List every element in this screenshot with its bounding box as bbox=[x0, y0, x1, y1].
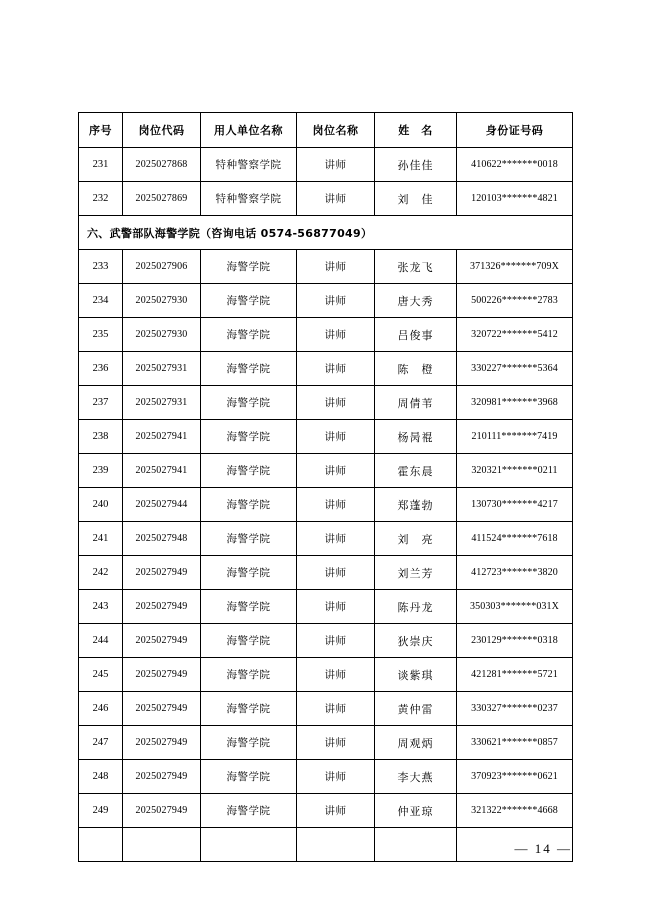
cell-seq: 248 bbox=[79, 760, 123, 794]
cell-post-code: 2025027949 bbox=[123, 624, 201, 658]
cell-name: 陈丹龙 bbox=[375, 590, 457, 624]
cell-employer: 海警学院 bbox=[201, 760, 297, 794]
table-row bbox=[79, 284, 573, 318]
cell-employer: 海警学院 bbox=[201, 250, 297, 284]
cell-name: 刘 亮 bbox=[375, 522, 457, 556]
cell-post-name: 讲师 bbox=[297, 692, 375, 726]
cell-post-name: 讲师 bbox=[297, 658, 375, 692]
cell-post-code: 2025027949 bbox=[123, 556, 201, 590]
cell-post-code: 2025027949 bbox=[123, 658, 201, 692]
cell-id-number: 370923*******0621 bbox=[457, 760, 573, 794]
cell-name: 郑蓬勃 bbox=[375, 488, 457, 522]
cell-name: 唐大秀 bbox=[375, 284, 457, 318]
page-number: — 14 — bbox=[514, 841, 572, 856]
column-header-post-code: 岗位代码 bbox=[123, 113, 201, 148]
cell-employer: 海警学院 bbox=[201, 590, 297, 624]
table-row bbox=[79, 488, 573, 522]
cell-seq: 245 bbox=[79, 658, 123, 692]
cell-post-code: 2025027930 bbox=[123, 318, 201, 352]
table-row bbox=[79, 318, 573, 352]
table-header bbox=[79, 113, 573, 148]
table-row bbox=[79, 386, 573, 420]
table-row bbox=[79, 658, 573, 692]
table-row bbox=[79, 522, 573, 556]
column-header-id-number: 身份证号码 bbox=[457, 113, 573, 148]
cell-seq: 240 bbox=[79, 488, 123, 522]
table-row bbox=[79, 760, 573, 794]
table-row bbox=[79, 828, 573, 862]
cell-post-code: 2025027941 bbox=[123, 454, 201, 488]
cell-id-number: 230129*******0318 bbox=[457, 624, 573, 658]
cell-seq: 235 bbox=[79, 318, 123, 352]
cell-seq: 241 bbox=[79, 522, 123, 556]
cell-name: 孙佳佳 bbox=[375, 148, 457, 182]
cell-post-name: 讲师 bbox=[297, 318, 375, 352]
cell-seq: 233 bbox=[79, 250, 123, 284]
column-header-post-name: 岗位名称 bbox=[297, 113, 375, 148]
table-row bbox=[79, 182, 573, 216]
cell-post-code: 2025027948 bbox=[123, 522, 201, 556]
cell-employer: 海警学院 bbox=[201, 488, 297, 522]
cell-id-number: 210111*******7419 bbox=[457, 420, 573, 454]
candidate-list-table bbox=[78, 112, 573, 862]
cell-employer: 海警学院 bbox=[201, 522, 297, 556]
cell-employer bbox=[201, 828, 297, 862]
cell-post-name: 讲师 bbox=[297, 726, 375, 760]
table-row bbox=[79, 794, 573, 828]
cell-post-name: 讲师 bbox=[297, 148, 375, 182]
cell-employer: 特种警察学院 bbox=[201, 182, 297, 216]
table-row bbox=[79, 454, 573, 488]
cell-post-name: 讲师 bbox=[297, 590, 375, 624]
cell-post-code: 2025027949 bbox=[123, 726, 201, 760]
cell-id-number: 120103*******4821 bbox=[457, 182, 573, 216]
cell-post-code: 2025027949 bbox=[123, 692, 201, 726]
table-row bbox=[79, 624, 573, 658]
cell-post-name bbox=[297, 828, 375, 862]
table-row bbox=[79, 352, 573, 386]
cell-name: 狄崇庆 bbox=[375, 624, 457, 658]
cell-employer: 海警学院 bbox=[201, 624, 297, 658]
cell-post-name: 讲师 bbox=[297, 522, 375, 556]
cell-post-name: 讲师 bbox=[297, 420, 375, 454]
section-heading: 六、武警部队海警学院（咨询电话 0574-56877049） bbox=[79, 216, 573, 250]
cell-seq: 243 bbox=[79, 590, 123, 624]
cell-name: 刘 佳 bbox=[375, 182, 457, 216]
cell-seq: 236 bbox=[79, 352, 123, 386]
cell-post-code: 2025027949 bbox=[123, 760, 201, 794]
cell-post-code: 2025027868 bbox=[123, 148, 201, 182]
cell-post-name: 讲师 bbox=[297, 352, 375, 386]
cell-post-name: 讲师 bbox=[297, 794, 375, 828]
cell-id-number: 411524*******7618 bbox=[457, 522, 573, 556]
cell-post-code: 2025027944 bbox=[123, 488, 201, 522]
cell-employer: 海警学院 bbox=[201, 352, 297, 386]
cell-seq: 231 bbox=[79, 148, 123, 182]
cell-name: 黄仲雷 bbox=[375, 692, 457, 726]
cell-name: 李大燕 bbox=[375, 760, 457, 794]
cell-post-name: 讲师 bbox=[297, 250, 375, 284]
cell-employer: 海警学院 bbox=[201, 318, 297, 352]
table-section-row bbox=[79, 216, 573, 250]
cell-id-number: 330227*******5364 bbox=[457, 352, 573, 386]
cell-post-name: 讲师 bbox=[297, 624, 375, 658]
cell-post-code: 2025027869 bbox=[123, 182, 201, 216]
cell-employer: 特种警察学院 bbox=[201, 148, 297, 182]
cell-id-number: 410622*******0018 bbox=[457, 148, 573, 182]
cell-id-number: 330621*******0857 bbox=[457, 726, 573, 760]
cell-post-name: 讲师 bbox=[297, 284, 375, 318]
cell-id-number: 350303*******031X bbox=[457, 590, 573, 624]
cell-seq: 247 bbox=[79, 726, 123, 760]
cell-name: 周倩苇 bbox=[375, 386, 457, 420]
cell-post-code: 2025027949 bbox=[123, 794, 201, 828]
table-row bbox=[79, 148, 573, 182]
cell-id-number: 330327*******0237 bbox=[457, 692, 573, 726]
table-row bbox=[79, 726, 573, 760]
cell-post-code: 2025027906 bbox=[123, 250, 201, 284]
cell-name: 张龙飞 bbox=[375, 250, 457, 284]
table-row bbox=[79, 420, 573, 454]
cell-seq: 232 bbox=[79, 182, 123, 216]
table-row bbox=[79, 590, 573, 624]
cell-seq: 237 bbox=[79, 386, 123, 420]
cell-seq: 239 bbox=[79, 454, 123, 488]
cell-id-number: 412723*******3820 bbox=[457, 556, 573, 590]
cell-name: 霍东晨 bbox=[375, 454, 457, 488]
cell-id-number: 130730*******4217 bbox=[457, 488, 573, 522]
cell-employer: 海警学院 bbox=[201, 454, 297, 488]
cell-id-number: 320722*******5412 bbox=[457, 318, 573, 352]
cell-employer: 海警学院 bbox=[201, 794, 297, 828]
cell-employer: 海警学院 bbox=[201, 692, 297, 726]
cell-post-name: 讲师 bbox=[297, 760, 375, 794]
cell-name bbox=[375, 828, 457, 862]
cell-post-name: 讲师 bbox=[297, 454, 375, 488]
cell-name: 周观炳 bbox=[375, 726, 457, 760]
cell-seq bbox=[79, 828, 123, 862]
cell-post-code: 2025027949 bbox=[123, 590, 201, 624]
cell-employer: 海警学院 bbox=[201, 420, 297, 454]
cell-post-code: 2025027931 bbox=[123, 352, 201, 386]
cell-post-code: 2025027931 bbox=[123, 386, 201, 420]
cell-employer: 海警学院 bbox=[201, 386, 297, 420]
table-row bbox=[79, 250, 573, 284]
cell-id-number: 321322*******4668 bbox=[457, 794, 573, 828]
cell-employer: 海警学院 bbox=[201, 284, 297, 318]
cell-name: 仲亚琼 bbox=[375, 794, 457, 828]
cell-post-name: 讲师 bbox=[297, 386, 375, 420]
cell-seq: 246 bbox=[79, 692, 123, 726]
cell-name: 杨昺裩 bbox=[375, 420, 457, 454]
cell-post-code: 2025027941 bbox=[123, 420, 201, 454]
cell-post-code: 2025027930 bbox=[123, 284, 201, 318]
cell-post-name: 讲师 bbox=[297, 556, 375, 590]
cell-id-number: 320321*******0211 bbox=[457, 454, 573, 488]
column-header-name: 姓 名 bbox=[375, 113, 457, 148]
cell-post-name: 讲师 bbox=[297, 182, 375, 216]
cell-seq: 244 bbox=[79, 624, 123, 658]
cell-employer: 海警学院 bbox=[201, 556, 297, 590]
cell-seq: 234 bbox=[79, 284, 123, 318]
table-body bbox=[79, 148, 573, 862]
cell-id-number: 421281*******5721 bbox=[457, 658, 573, 692]
table-row bbox=[79, 556, 573, 590]
table-header-row bbox=[79, 113, 573, 148]
cell-name: 吕俊事 bbox=[375, 318, 457, 352]
cell-employer: 海警学院 bbox=[201, 658, 297, 692]
cell-name: 谈紫琪 bbox=[375, 658, 457, 692]
cell-employer: 海警学院 bbox=[201, 726, 297, 760]
cell-id-number: 371326*******709X bbox=[457, 250, 573, 284]
cell-seq: 238 bbox=[79, 420, 123, 454]
cell-seq: 249 bbox=[79, 794, 123, 828]
column-header-seq: 序号 bbox=[79, 113, 123, 148]
cell-post-code bbox=[123, 828, 201, 862]
cell-id-number: 320981*******3968 bbox=[457, 386, 573, 420]
table-row bbox=[79, 692, 573, 726]
cell-name: 陈 橙 bbox=[375, 352, 457, 386]
column-header-employer: 用人单位名称 bbox=[201, 113, 297, 148]
cell-seq: 242 bbox=[79, 556, 123, 590]
cell-name: 刘兰芳 bbox=[375, 556, 457, 590]
cell-id-number: 500226*******2783 bbox=[457, 284, 573, 318]
cell-post-name: 讲师 bbox=[297, 488, 375, 522]
